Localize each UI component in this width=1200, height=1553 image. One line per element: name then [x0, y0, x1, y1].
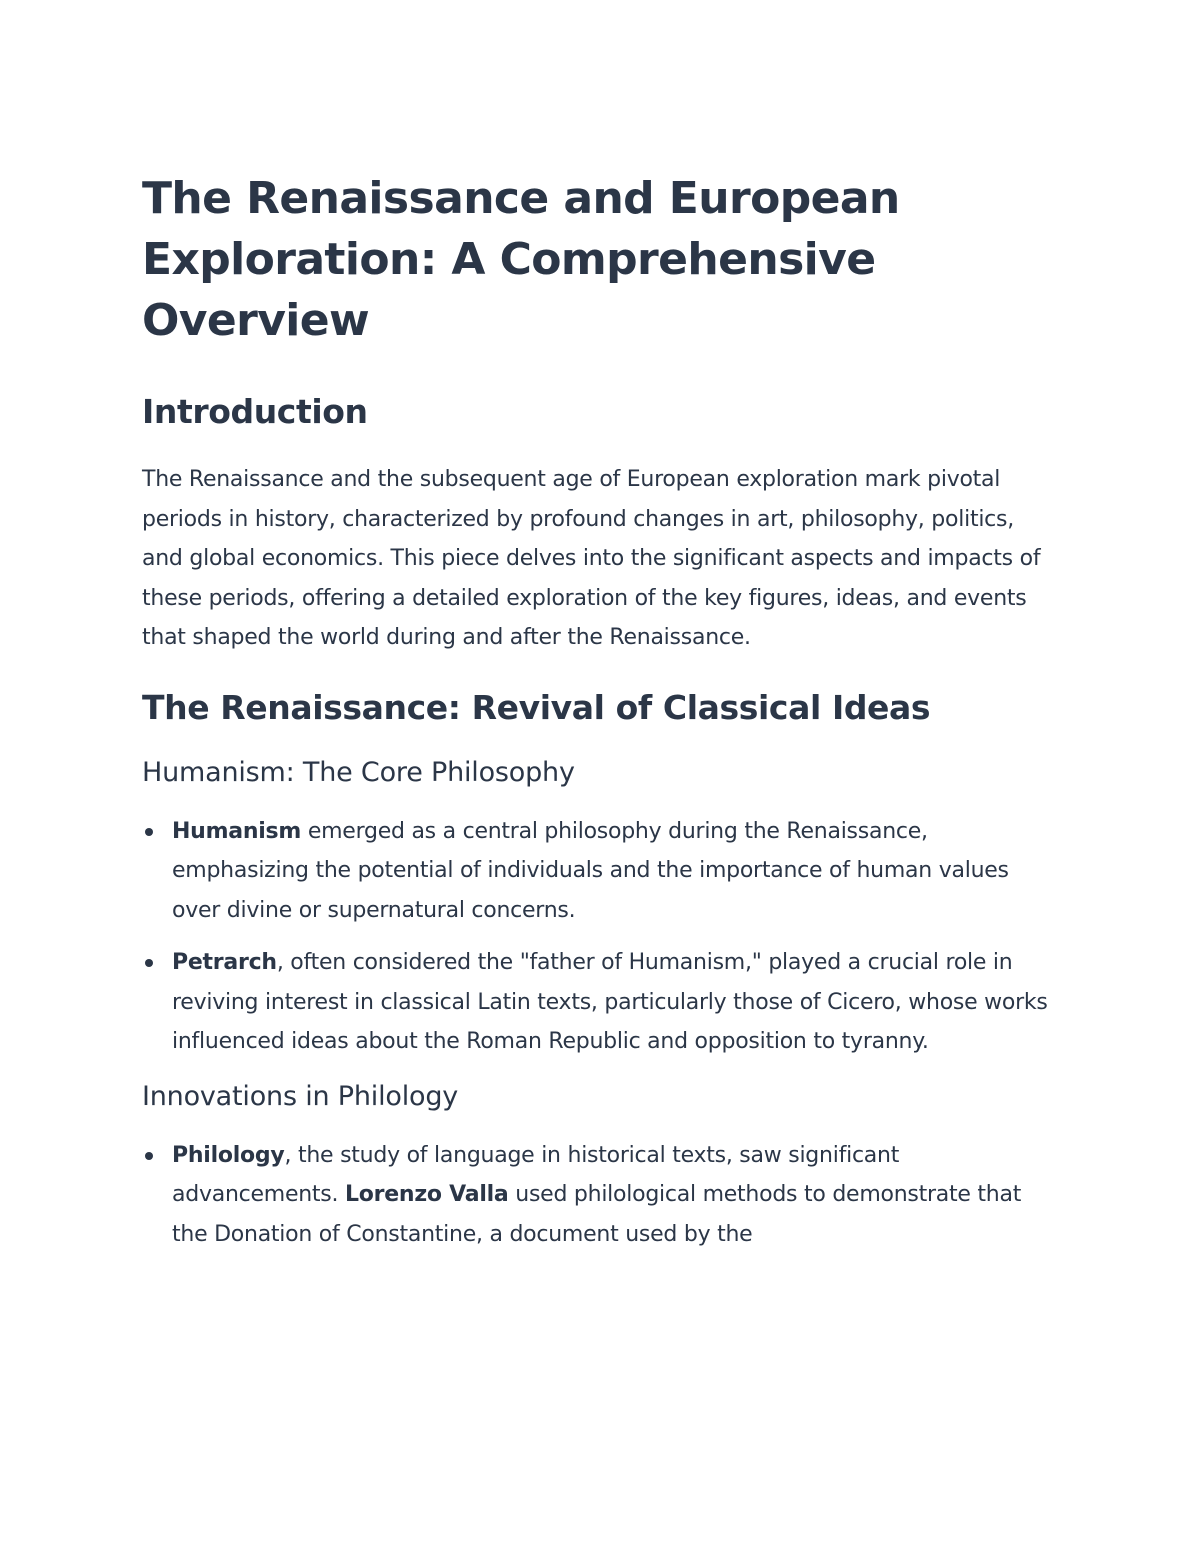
humanism-bullet-list	[142, 812, 1050, 1062]
bullet-icon	[145, 959, 153, 967]
bullet-icon	[145, 828, 153, 836]
bullet-term-secondary: Lorenzo Valla	[345, 1182, 509, 1207]
renaissance-heading: The Renaissance: Revival of Classical Ideas	[142, 687, 931, 727]
philology-bullet-list	[142, 1136, 1050, 1255]
bullet-text: , the study of language in historical texts, saw significant advancements.	[172, 1142, 900, 1207]
bullet-term: Philology	[172, 1142, 285, 1168]
introduction-heading: Introduction	[142, 392, 368, 431]
bullet-term: Humanism	[172, 818, 302, 844]
bullet-text-continued: used philological methods to demonstrate that the Donation of Constantine, a document used by the	[172, 1182, 1022, 1247]
introduction-paragraph: The Renaissance and the subsequent age of European exploration mark pivotal periods in history, characterized by profound changes in art, philosophy, politics, and global economics. This piece delves into the significant aspects and impacts of these periods, offering a detailed exploration of the key figures, ideas, and events that shaped the world during and after the Renaissance.	[142, 467, 1041, 650]
list-item	[142, 1136, 1062, 1255]
list-item	[142, 812, 1062, 931]
bullet-term: Petrarch	[172, 950, 277, 975]
document-title: The Renaissance and European Exploration: A Comprehensive Overview	[142, 173, 900, 346]
bullet-text: emerged as a central philosophy during the Renaissance, emphasizing the potential of individuals and the importance of human values over divine or supernatural concerns.	[172, 818, 1009, 923]
bullet-text: , often considered the "father of Humanism," played a crucial role in reviving interest in classical Latin texts, particularly those of Cicero, whose works influenced ideas about the Roman Republic and opposition to tyranny.	[172, 950, 1048, 1054]
bullet-icon	[145, 1152, 153, 1160]
list-item	[142, 943, 1062, 1062]
humanism-heading: Humanism: The Core Philosophy	[142, 756, 575, 788]
philology-heading: Innovations in Philology	[142, 1080, 459, 1112]
